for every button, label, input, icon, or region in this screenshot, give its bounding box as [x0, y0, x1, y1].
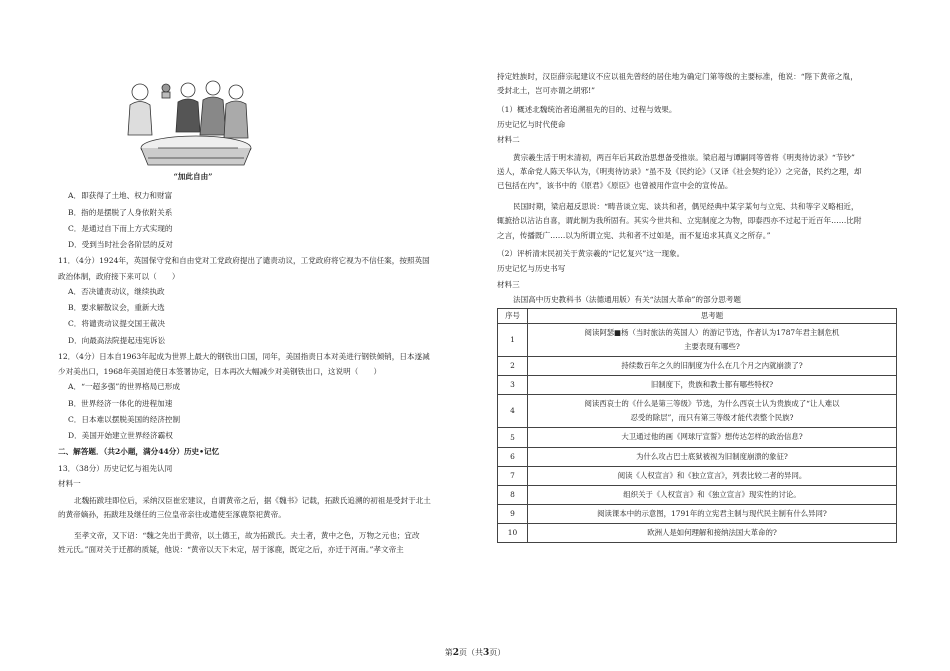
- q11-option-c[interactable]: C．将谴责动议提交国王裁决: [68, 319, 165, 329]
- row-number: 3: [498, 376, 528, 395]
- row-question-line1: 欧洲人是如何理解和接纳法国大革命的?: [647, 527, 777, 537]
- m2-p1-line1: 黄宗羲生活于明末清初，两百年后其政治思想备受推崇。梁启超与谭嗣同等曾将《明夷待访录》“节钞”: [513, 152, 855, 162]
- table-row: [498, 395, 897, 428]
- row-question-line1: 旧制度下，贵族和教士都有哪些特权?: [650, 380, 774, 390]
- m2-p2-line1: 民国时期，梁启超反思说：“畴昔谈立宪、谈共和者，偶见经典中某字某句与立宪、共和等字义略相近，: [513, 201, 859, 211]
- footer-pre: 第: [444, 648, 453, 657]
- q12-option-d[interactable]: D．美国开始建立世界经济霸权: [68, 431, 173, 440]
- footer-page-number: 2: [452, 648, 459, 658]
- task-2: （2）评析清末民初关于黄宗羲的“记忆复兴”这一现象。: [497, 249, 685, 259]
- q11-option-b[interactable]: B．要求解散议会，重新大选: [68, 303, 165, 312]
- q10-option-d[interactable]: D．受到当时社会各阶层的反对: [68, 240, 173, 249]
- row-number: 8: [498, 485, 528, 504]
- row-number: 9: [498, 504, 528, 523]
- topic-2-heading: 历史记忆与时代使命: [497, 120, 566, 130]
- cartoon-caption: “加此自由”: [173, 172, 213, 181]
- row-question: [528, 504, 897, 523]
- m2-p2-line3: 之言，传播既广……以为所谓立宪、共和者不过如是，而不复追求其真义之所存。”: [497, 230, 771, 240]
- cartoon-illustration: [118, 70, 268, 170]
- row-question: [528, 395, 897, 428]
- right-column: [497, 70, 897, 543]
- page-footer: [0, 647, 950, 659]
- m1-cont-line1: 持定姓族时，汉臣薛宗起建议不应以祖先曾经的居住地为确定门第等级的主要标准，他说：“陛下黄帝之胤，: [497, 72, 858, 81]
- table-row: [498, 357, 897, 376]
- row-question: [528, 523, 897, 542]
- material-2-paragraph-2: [497, 200, 897, 243]
- row-question: [528, 357, 897, 376]
- m1-p2-line2: 姓元氏。”面对关于迁都的质疑，他说：“黄帝以天下未定，居于涿鹿，既定之后，亦迁于河南。”孝文帝主: [58, 545, 404, 555]
- topic-3-heading: 历史记忆与历史书写: [497, 264, 566, 274]
- section-2-heading: 二、解答题．（共2小题，满分44分）历史•记忆: [58, 447, 220, 457]
- m1-p2-line1: 至孝文帝，又下诏：“魏之先出于黄帝，以土德王，故为拓跋氏。夫土者，黄中之色，万物之元也；宜改: [74, 530, 420, 540]
- q10-option-c[interactable]: C．是通过自下而上方式实现的: [68, 223, 173, 233]
- q13-title: 13．（38分）历史记忆与祖先认同: [58, 463, 173, 473]
- header-number: 序号: [498, 309, 528, 324]
- footer-end: 页）: [489, 648, 506, 657]
- q12-stem-line2: 少对美出口，1968年美国迫使日本签署协定，日本再次大幅减少对美钢铁出口，这说明（ ）: [58, 367, 382, 376]
- header-question: 思考题: [528, 309, 897, 324]
- cartoon-drawing: [118, 70, 268, 170]
- table-row: [498, 447, 897, 466]
- row-number: 6: [498, 447, 528, 466]
- row-question: [528, 485, 897, 504]
- m2-p1-line3: 已包括在内”，该书中的《原君》《原臣》也曾被用作宣中会的宣传品。: [497, 181, 733, 191]
- row-question-line1: 大卫通过他的画《网球厅宣誓》想传达怎样的政治信息?: [621, 432, 803, 442]
- row-question-line1: 组织关于《人权宣言》和《独立宣言》现实性的讨论。: [623, 489, 801, 499]
- material-1-label: 材料一: [58, 478, 81, 488]
- row-number: 1: [498, 324, 528, 357]
- footer-total-pages: 3: [483, 648, 490, 658]
- q10-option-a[interactable]: A．即获得了土地、权力和财富: [68, 191, 173, 201]
- q11-option-d[interactable]: D．向最高法院提起违宪诉讼: [68, 335, 166, 345]
- row-question-line1: 为什么攻占巴士底狱被视为旧制度崩溃的象征?: [636, 451, 788, 461]
- table-title: 法国高中历史教科书（法德通用版）有关“法国大革命”的部分思考题: [513, 294, 741, 304]
- table-row: [498, 428, 897, 447]
- row-question: [528, 428, 897, 447]
- material-3-label: 材料三: [497, 279, 520, 289]
- row-question-line1: 阅读阿瑟■杨（当时旅法的英国人）的游记节选，作者认为1787年君主制危机: [584, 328, 840, 338]
- row-number: 10: [498, 523, 528, 542]
- row-question: [528, 376, 897, 395]
- row-number: 2: [498, 357, 528, 376]
- material-1-continued: [497, 70, 897, 99]
- row-question-line1: 持续数百年之久的旧制度为什么在几个月之内就崩溃了?: [621, 361, 803, 371]
- material-2-paragraph-1: [497, 151, 897, 194]
- row-number: 7: [498, 466, 528, 485]
- table-row: [498, 504, 897, 523]
- q10-options: [58, 191, 458, 250]
- question-12: [58, 352, 458, 442]
- task-1: （1）概述北魏统治者追溯祖先的目的、过程与效果。: [497, 104, 677, 114]
- row-question-line1: 阅读《人权宣言》和《独立宣言》，列表比较二者的异同。: [617, 470, 807, 480]
- m2-p2-line2: 辄摭拾以沾沾自喜，谓此制为我所固有。其实今世共和、立宪制度之为物，即泰西亦不过起于近百年……比附: [497, 216, 862, 226]
- left-column: [58, 70, 458, 564]
- row-question-line1: 阅读课本中的示意图，1791年的立宪君主制与现代民主制有什么异同?: [597, 508, 827, 518]
- table-row: [498, 523, 897, 542]
- row-question-line1: 阅读西哀士的《什么是第三等级》节选，为什么西哀士认为贵族成了“让人难以: [584, 399, 840, 409]
- row-number: 5: [498, 428, 528, 447]
- m1-cont-line2: 受封北土，岂可亦谓之胡邪!”: [497, 86, 596, 96]
- row-question: [528, 447, 897, 466]
- q12-option-c[interactable]: C．日本难以摆脱美国的经济控制: [68, 414, 181, 424]
- row-question: [528, 466, 897, 485]
- q10-option-b[interactable]: B．指的是摆脱了人身依附关系: [68, 207, 173, 217]
- q12-stem-line1: 12．（4分）日本自1963年起成为世界上最大的钢铁出口国，同年，美国指责日本对美进行钢铁倾销，日本遂减: [58, 351, 430, 361]
- q12-option-a[interactable]: A．“一超多强”的世界格局已形成: [68, 382, 180, 392]
- material-2-label: 材料二: [497, 135, 520, 145]
- questions-table: [497, 308, 897, 543]
- q12-option-b[interactable]: B．世界经济一体化的进程加速: [68, 398, 173, 408]
- m2-p1-line2: 送人，革命党人陈天华认为，《明夷待访录》“虽不及《民约论》（又译《社会契约论》）之完备，民约之理，却: [497, 167, 862, 177]
- table-row: [498, 324, 897, 357]
- material-1-paragraph-2: [58, 529, 458, 558]
- table-header-row: [498, 309, 897, 324]
- q11-option-a[interactable]: A．否决谴责动议，继续执政: [68, 286, 165, 296]
- material-1-paragraph-1: [58, 494, 458, 523]
- footer-post: 页（共: [459, 648, 483, 657]
- question-11: [58, 256, 458, 346]
- row-question: [528, 324, 897, 357]
- table-row: [498, 485, 897, 504]
- m1-p1-line1: 北魏拓跋珪即位后，采纳汉臣崔宏建议，自谓黄帝之后，据《魏书》记载，拓跋氏追溯的初祖是受封于北土: [74, 496, 431, 505]
- q11-stem-line1: 11．（4分）1924年，英国保守党和自由党对工党政府提出了谴责动议，工党政府将它视为不信任案，按照英国: [58, 256, 430, 266]
- row-question-line2: 忍受的除层”，而只有第三等级才能代表整个民族?: [630, 413, 794, 423]
- m1-p1-line2: 的黄帝嫡孙，拓跋珪及继任的三位皇帝亲往或遣使至涿鹿祭祀黄帝。: [58, 510, 286, 520]
- row-question-line2: 主要表现有哪些?: [684, 342, 740, 352]
- table-row: [498, 466, 897, 485]
- table-row: [498, 376, 897, 395]
- q11-stem-line2: 政治体制，政府接下来可以（ ）: [58, 271, 180, 281]
- row-number: 4: [498, 395, 528, 428]
